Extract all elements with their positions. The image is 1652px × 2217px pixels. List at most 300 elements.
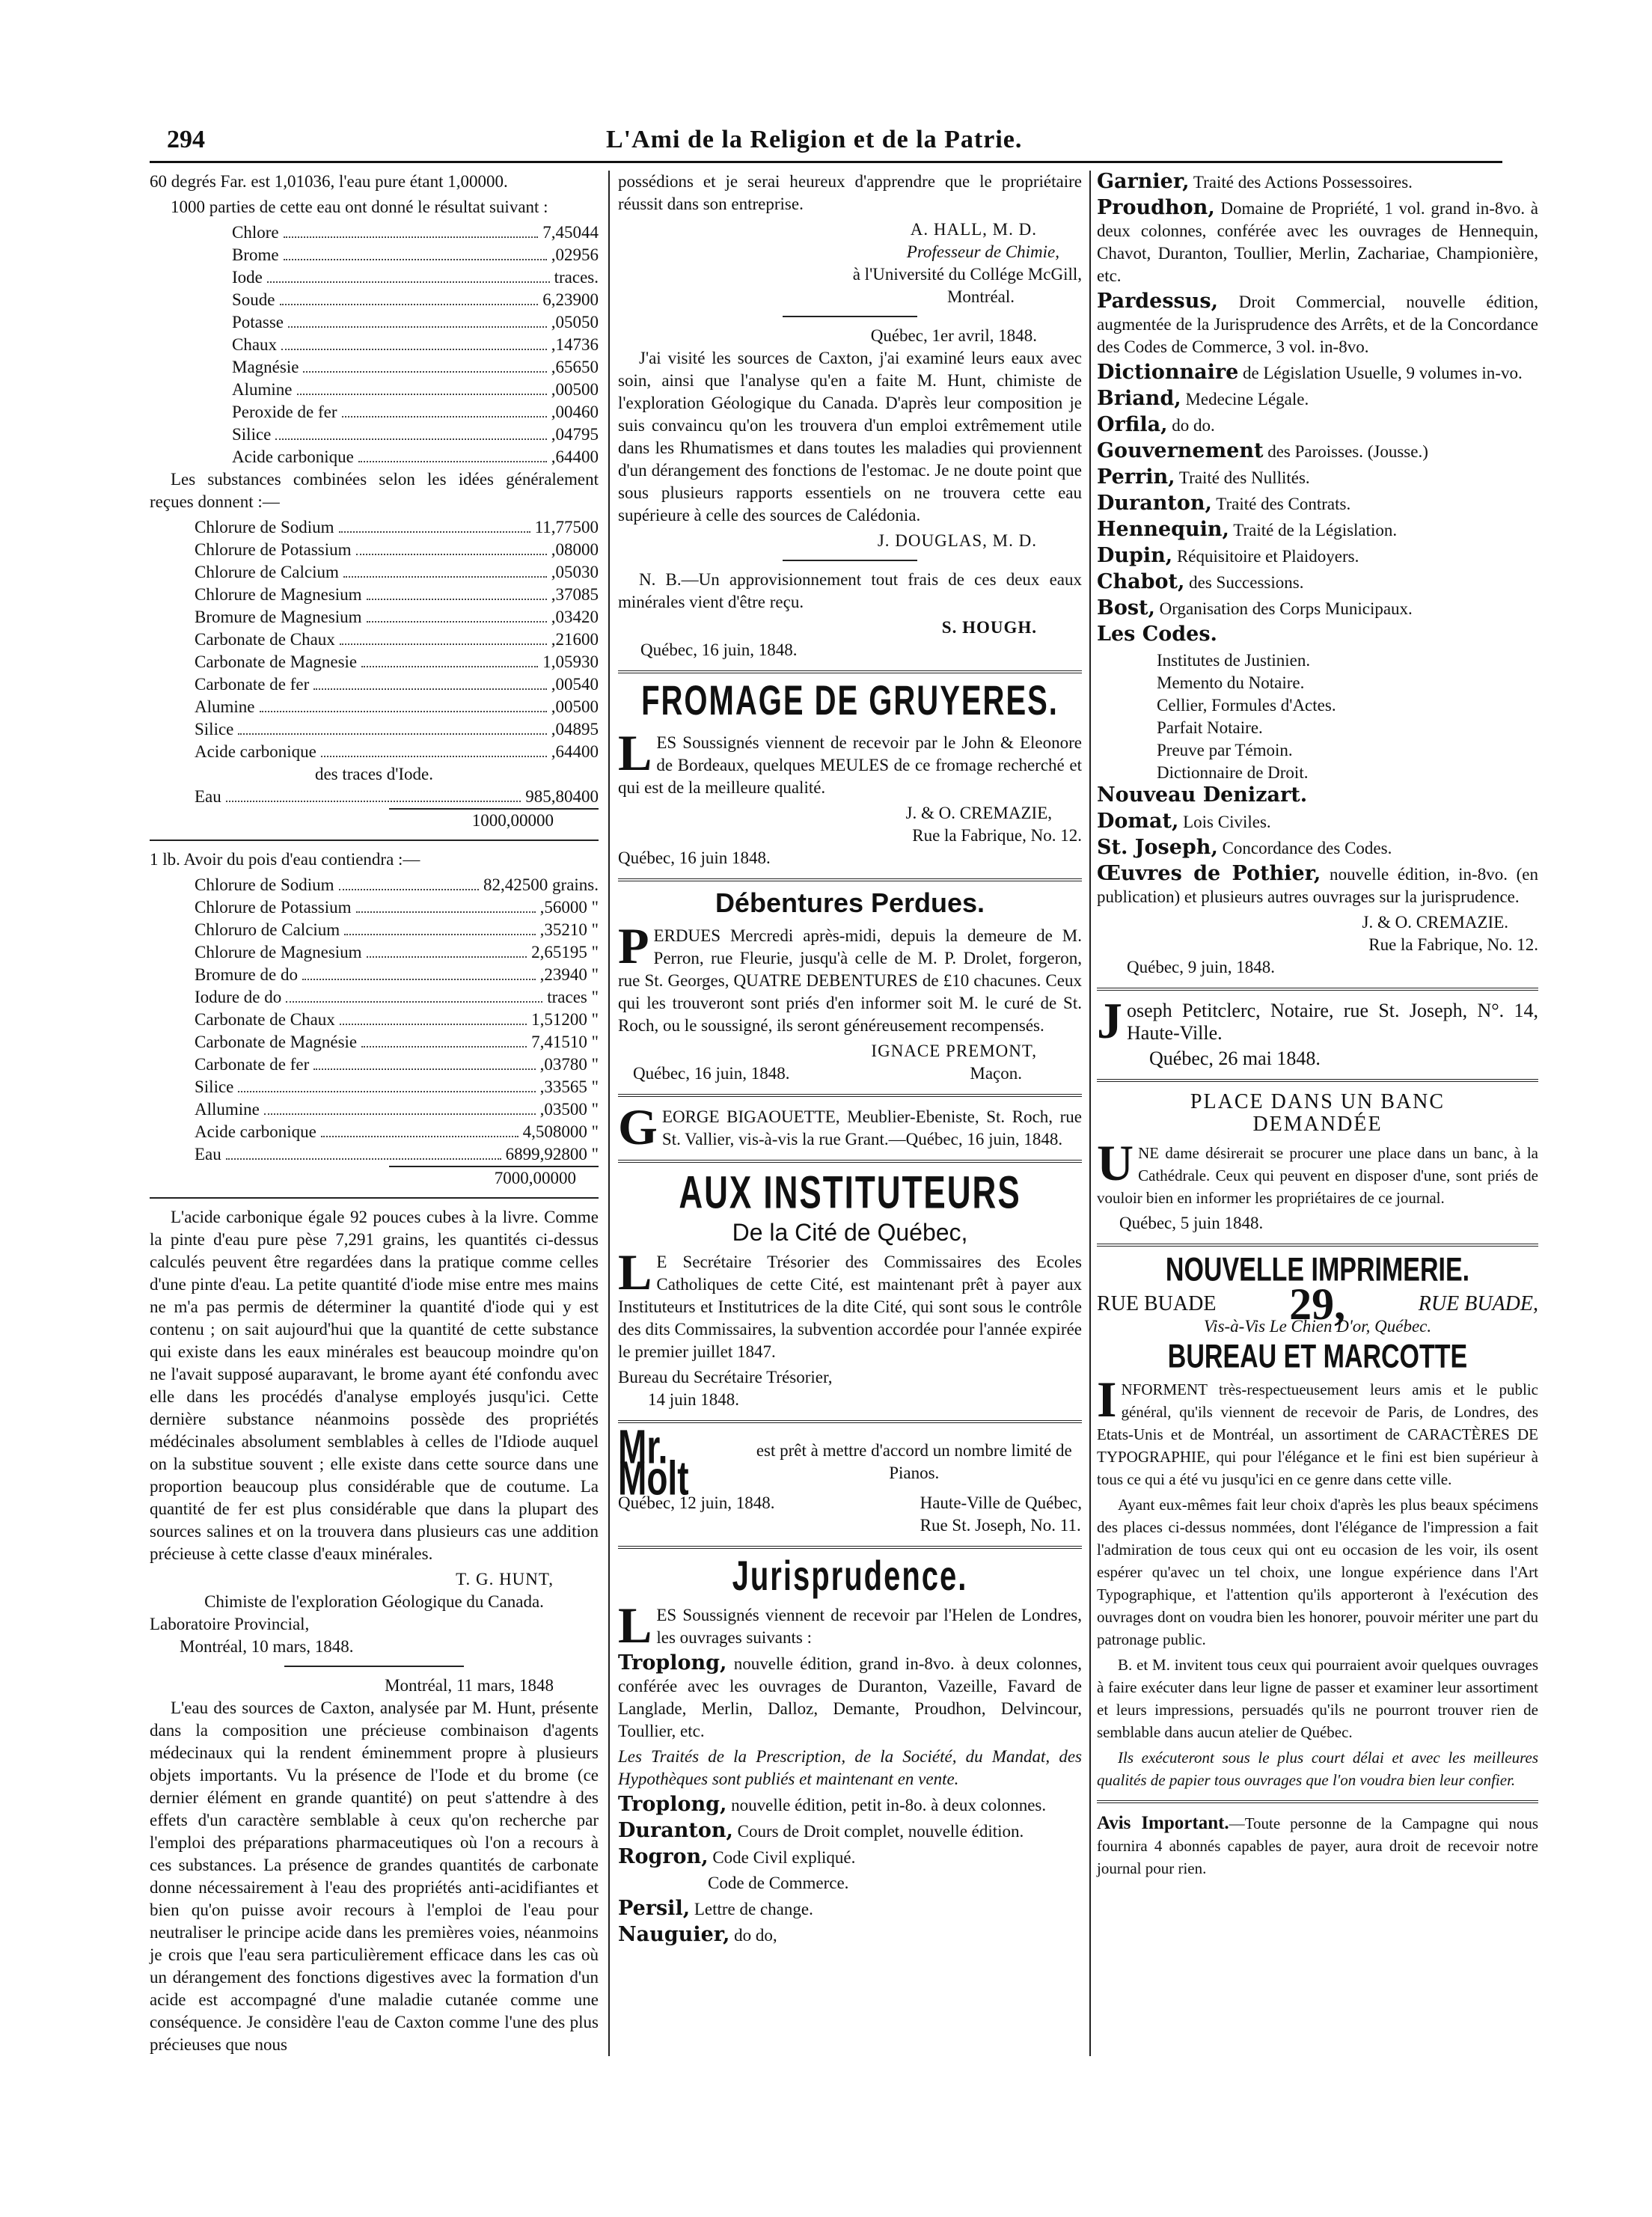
- notice-text: —Toute personne de la Campagne qui nous fournira 4 abonnés capables de payer, aura droit de recevoir notre journal pour rien.: [1097, 1814, 1538, 1877]
- signature-title: Chimiste de l'exploration Géologique du Canada.: [204, 1592, 544, 1611]
- row-value: ,02956: [551, 245, 599, 264]
- row-value: ,37085: [551, 585, 599, 604]
- leader-dots: [321, 741, 547, 757]
- book-entry: [1097, 388, 1538, 411]
- book-entry: [1097, 492, 1538, 516]
- ad-date: Québec, 5 juin 1848.: [1119, 1214, 1264, 1232]
- street-label: RUE BUADE: [1097, 1292, 1217, 1315]
- table-row: [150, 356, 599, 379]
- signature: J. & O. CREMAZIE.: [1362, 913, 1508, 932]
- book-list: [1097, 784, 1538, 908]
- ad-heading: Mr. Molt: [618, 1419, 689, 1505]
- list-item: Institutes de Justinien.: [1157, 651, 1311, 670]
- ad-date: Québec, 12 juin, 1848.: [618, 1493, 775, 1512]
- analysis-table-1: [150, 221, 599, 468]
- ad-address: Rue la Fabrique, No. 12.: [912, 826, 1082, 845]
- row-label: Bromure de do: [195, 965, 298, 984]
- row-value: 2,65195 ": [531, 943, 599, 961]
- table-row: [150, 1076, 599, 1098]
- ad-text: Ayant eux-mêmes fait leur choix d'après les plus beaux spécimens des places ci-dessus nommées, dont l'élégance de l'impression a fait l'admiration de tous ceux qui ont eu occasion de les voir, ils osent espérer qu'avec un tel choix, une longue expérience dans l'Art Typographique, et l'attention qu'ils apporteront à l'exécution des ouvrages dont on voudra bien les honorer, pouvoir mériter une part du patronage public.: [1097, 1496, 1538, 1648]
- page-title: L'Ami de la Religion et de la Patrie.: [606, 126, 1023, 153]
- row-value: ,08000: [551, 540, 599, 559]
- leader-dots: [264, 1098, 536, 1115]
- leader-dots: [361, 1031, 527, 1048]
- row-label: Chlorure de Magnesium: [195, 585, 362, 604]
- row-value: ,00460: [551, 403, 599, 421]
- codes-list: [1097, 649, 1538, 784]
- book-desc: nouvelle édition, grand in-8vo. à deux colonnes, conférée avec les ouvrages de Duranton, Vazeille, Favard de Langlade, Merlin, Dalloz, Demante, Proudhon, Delvincour, Toullier, etc.: [618, 1654, 1083, 1740]
- row-value: ,05030: [551, 563, 599, 581]
- ad-heading: Jurisprudence.: [732, 1553, 968, 1600]
- row-value: 7,45044: [542, 223, 599, 242]
- drop-cap: L: [618, 724, 652, 781]
- leader-dots: [238, 718, 546, 735]
- ad-heading: FROMAGE DE GRUYERES.: [641, 678, 1059, 724]
- row-label: Silice: [195, 1077, 234, 1096]
- leader-dots: [303, 356, 546, 373]
- row-value: 4,508000 ": [522, 1122, 599, 1141]
- row-value: ,33565 ": [539, 1077, 599, 1096]
- row-value: ,21600: [551, 630, 599, 649]
- ad-text: NFORMENT très-respectueusement leurs amis et le public général, qu'ils viennent de recevoir de Paris, de Londres, des Etats-Unis et de Montréal, un assortiment de CARACTÈRES DE TYPOGRAPHIE, qui pour l'élégance et le fini est bien supérieur à tous ce qui a été vu jusqu'ici en ce genre dans cette ville.: [1097, 1380, 1538, 1488]
- table-row: [150, 696, 599, 718]
- row-label: Chaux: [232, 335, 278, 354]
- table-row: [150, 964, 599, 986]
- article-paragraph: L'eau des sources de Caxton, analysée par M. Hunt, présente dans la composition une précieuse combinaison d'agents médecinaux qui la rendent éminemment propre à plusieurs objets importants. Vu la présence de l'Iode et du brome (ce dernier élément en grande quantité) on peut s'attendre à des effets d'un caractère semblable à ceux qu'on recherche par l'emploi des préparations pharmaceutiques où l'on a recours à ces substances. La présence de grandes quantités de carbonate donne nécessairement à l'eau des propriétés anti-acidifiantes et bien qu'on puisse avoir recours à l'emploi de l'eau pour neutraliser le principe acide dans les premières voies, néanmoins je crois que l'eau sera particulièrement efficace dans les cas où un dérangement des fonctions digestives avec la formation d'un acide est accompagné d'une maladie cutanée comme une conséquence. Je considère l'eau de Caxton comme l'une des plus précieuses que nous: [150, 1698, 599, 2054]
- leader-dots: [358, 446, 547, 462]
- row-label: Carbonate de Magnesie: [195, 652, 358, 671]
- table-row: [150, 1121, 599, 1143]
- row-value: ,64400: [551, 742, 599, 761]
- book-note: Les Traités de la Prescription, de la Société, du Mandat, des Hypothèques sont publiés et maintenant en vente.: [618, 1747, 1082, 1788]
- table-row: [150, 516, 599, 539]
- table-row: [150, 1143, 599, 1166]
- book-desc: Traité des Nullités.: [1178, 468, 1310, 487]
- leader-dots: [321, 1121, 518, 1137]
- table-row: [150, 651, 599, 673]
- table-total: 7000,00000: [389, 1166, 599, 1190]
- book-desc: Réquisitoire et Plaidoyers.: [1176, 547, 1359, 566]
- row-label: Carbonate de Chaux: [195, 630, 335, 649]
- leader-dots: [288, 311, 547, 328]
- book-author: Persil,: [618, 1897, 691, 1920]
- table-row: [150, 629, 599, 651]
- drop-cap: L: [618, 1597, 652, 1654]
- row-label: Eau: [195, 787, 221, 806]
- ad-address: Haute-Ville de Québec,: [920, 1493, 1082, 1512]
- row-value: ,03780 ": [539, 1055, 599, 1074]
- list-item: Cellier, Formules d'Actes.: [1157, 696, 1336, 715]
- book-desc: Traité de la Législation.: [1233, 521, 1398, 539]
- book-entry: [1097, 837, 1538, 860]
- ad-text: E Secrétaire Trésorier des Commissaires des Ecoles Catholiques de cette Cité, est maintenant prêt à payer aux Instituteurs et Institutrices de la dite Cité, qui sont sous le contrôle des dits Commissaires, la subvention accordée pour l'année expirée le premier juillet 1847.: [618, 1253, 1082, 1361]
- row-value: 11,77500: [534, 518, 599, 536]
- book-author: Duranton,: [618, 1819, 733, 1842]
- signature-title: à l'Université du Collége McGill,: [852, 265, 1082, 284]
- leader-dots: [340, 629, 547, 645]
- book-entry: [1097, 810, 1538, 834]
- table-row: [150, 786, 599, 808]
- table-row: [150, 446, 599, 468]
- book-desc: des Successions.: [1189, 573, 1304, 592]
- analysis-intro: Les substances combinées selon les idées généralement reçues donnent :—: [150, 470, 599, 511]
- row-label: Chlorure de Sodium: [195, 875, 334, 894]
- leader-dots: [284, 244, 547, 260]
- list-item: Memento du Notaire.: [1157, 673, 1305, 692]
- book-entry: [1097, 171, 1538, 194]
- drop-cap: P: [618, 917, 649, 974]
- column-separator: [1089, 171, 1091, 2056]
- row-label: Eau: [195, 1145, 221, 1163]
- signature: S. HOUGH.: [941, 618, 1037, 637]
- book-desc: des Paroisses. (Jousse.): [1267, 442, 1428, 461]
- lab-location: Laboratoire Provincial,: [150, 1615, 310, 1633]
- signature: J. DOUGLAS, M. D.: [877, 531, 1037, 550]
- book-desc: do do,: [734, 1926, 777, 1945]
- book-author: Troplong,: [618, 1793, 727, 1816]
- leader-dots: [356, 539, 547, 555]
- leader-dots: [340, 1009, 527, 1025]
- book-desc: Lettre de change.: [694, 1900, 813, 1918]
- book-entry: [1097, 414, 1538, 437]
- ad-text: NE dame désirerait se procurer une place dans un banc, à la Cathédrale. Ceux qui peuvent en disposer d'une, sont priés de vouloir bien en informer les propriétaires de ce journal.: [1097, 1144, 1538, 1207]
- book-desc: Code de Commerce.: [708, 1874, 849, 1892]
- book-desc: nouvelle édition, petit in-8o. à deux colonnes.: [731, 1796, 1047, 1814]
- table-row: [150, 1098, 599, 1121]
- row-label: Acide carbonique: [232, 447, 354, 466]
- row-value: ,00500: [551, 380, 599, 399]
- book-desc: Medecine Légale.: [1185, 390, 1309, 409]
- row-label: Potasse: [232, 313, 284, 331]
- leader-dots: [361, 651, 538, 667]
- book-desc: Droit Commercial, nouvelle édition, augmentée de la Jurisprudence des Arrêts, et de la Concordance des Codes de Commerce, 3 vol. in-8vo.: [1097, 293, 1538, 356]
- row-value: 1,05930: [542, 652, 599, 671]
- row-value: ,23940 ": [539, 965, 599, 984]
- row-label: Peroxide de fer: [232, 403, 337, 421]
- book-desc: Lois Civiles.: [1183, 813, 1271, 831]
- row-label: Bromure de Magnesium: [195, 608, 362, 626]
- book-author: Nouveau Denizart.: [1097, 783, 1308, 807]
- row-label: Carbonate de Chaux: [195, 1010, 335, 1029]
- row-label: Alumine: [232, 380, 293, 399]
- ad-text: ES Soussignés viennent de recevoir par l'Helen de Londres, les ouvrages suivants :: [656, 1606, 1082, 1647]
- drop-cap: G: [618, 1098, 658, 1155]
- row-label: Chlorure de Potassium: [195, 540, 352, 559]
- article-paragraph: J'ai visité les sources de Caxton, j'ai examiné leurs eaux avec soin, ainsi que l'analyse qu'en a faite M. Hunt, chimiste de l'exploration Géologique du Canada. D'après leur composition je suis convaincu qu'on les trouvera d'un emploi extrêmement utile dans les Rhumatismes et dans toutes les maladies qui proviennent d'un dérangement des fonctions de l'estomac. Je ne doute point que sous plusieurs rapports essentiels on ne trouvera cette eau supérieure à celle des sources de Calédonia.: [618, 349, 1082, 525]
- row-value: ,03420: [551, 608, 599, 626]
- book-desc: Cours de Droit complet, nouvelle édition.: [737, 1822, 1024, 1841]
- book-author: Duranton,: [1097, 492, 1212, 515]
- book-desc: Traité des Contrats.: [1216, 495, 1351, 513]
- book-desc: Organisation des Corps Municipaux.: [1159, 599, 1413, 618]
- list-item: Preuve par Témoin.: [1157, 741, 1293, 759]
- row-value: ,03500 ": [539, 1100, 599, 1119]
- table-row: [150, 584, 599, 606]
- ad-text: est prêt à mettre d'accord un nombre limité de Pianos.: [756, 1441, 1072, 1482]
- row-label: Carbonate de fer: [195, 675, 310, 694]
- row-label: Chlorure de Magnesium: [195, 943, 362, 961]
- book-author: Nauguier,: [618, 1923, 730, 1946]
- table-row: [150, 673, 599, 696]
- book-desc: nouvelle édition, in-8vo. (en publication) et plusieurs autres ouvrages sur la jurisprudence.: [1097, 865, 1539, 906]
- ad-date: Québec, 16 juin, 1848.: [633, 1064, 790, 1083]
- book-author: Gouvernement: [1097, 439, 1264, 462]
- ad-text: oseph Petitclerc, Notaire, rue St. Joseph, N°. 14, Haute-Ville.: [1127, 1000, 1538, 1044]
- table-row: [150, 1054, 599, 1076]
- table-row: [150, 423, 599, 446]
- signature: A. HALL, M. D.: [910, 220, 1037, 239]
- row-label: Brome: [232, 245, 279, 264]
- row-value: ,35210 ": [539, 920, 599, 939]
- table-row: [150, 266, 599, 289]
- book-desc: de Législation Usuelle, 9 volumes in-vo.: [1243, 364, 1523, 382]
- column-3: [1097, 171, 1538, 1883]
- row-label: Chloruro de Calcium: [195, 920, 340, 939]
- row-value: ,14736: [551, 335, 599, 354]
- book-desc: Traité des Actions Possessoires.: [1193, 173, 1413, 192]
- row-value: 7,41510 ": [531, 1033, 599, 1051]
- ad-text: B. et M. invitent tous ceux qui pourraient avoir quelques ouvrages à faire exécuter dans leur ligne de passer et examiner leur assortiment et leurs impressions, persuadés qu'ils ne pourront trouver rien de semblable dans aucun atelier de Québec.: [1097, 1656, 1538, 1741]
- article-paragraph: L'acide carbonique égale 92 pouces cubes à la livre. Comme la pinte d'eau pure pèse 7,291 grains, les quantités ci-dessus calculés peuvent être regardées dans la pratique comme celles d'une pinte d'eau. La petite quantité d'iode mise entre mes mains ne m'a pas permis de déterminer la quantité d'iode qui y est contenu ; on sait aujourd'hui que la quantité de cette substance qui existe dans les eaux minérales est beaucoup moindre qu'on ne l'avait supposé auparavant, le brome ayant été confondu avec elle dans les procédés d'analyse employés jusqu'ici. Cette dernière substance néanmoins possède des propriétés médécinales absolument semblables à celles de l'Idiode auquel on la substitue souvent ; elle existe dans cette source dans une proportion beaucoup plus considérable que de coutume. La quantité de fer est plus considérable que dans la plupart des sources salines et on la trouvera dans plusieurs cas une addition précieuse à cette classe d'eaux minérales.: [150, 1208, 599, 1563]
- book-desc: do do.: [1172, 416, 1215, 435]
- table-row: [150, 874, 599, 896]
- leader-dots: [260, 696, 547, 712]
- book-author: Garnier,: [1097, 170, 1190, 193]
- signature-title: Professeur de Chimie,: [906, 242, 1059, 261]
- table-row: [150, 379, 599, 401]
- row-label: Iode: [232, 268, 263, 287]
- leader-dots: [313, 673, 546, 690]
- book-author: Rogron,: [618, 1845, 709, 1868]
- book-entry: [1097, 197, 1538, 287]
- row-value: ,64400: [551, 447, 599, 466]
- row-value: traces.: [554, 268, 599, 287]
- leader-dots: [343, 561, 547, 578]
- row-label: Chlore: [232, 223, 279, 242]
- row-value: ,65650: [551, 358, 599, 376]
- row-label: Chlorure de Potassium: [195, 898, 352, 917]
- list-item: Parfait Notaire.: [1157, 718, 1263, 737]
- article-date: Québec, 1er avril, 1848.: [870, 326, 1037, 345]
- row-label: Soude: [232, 290, 275, 309]
- book-desc: Code Civil expliqué.: [712, 1848, 856, 1867]
- row-label: Allumine: [195, 1100, 260, 1119]
- table-row: [150, 896, 599, 919]
- notice-title: Avis Important.: [1097, 1813, 1229, 1833]
- table-row: [150, 941, 599, 964]
- row-label: Chlorure de Sodium: [195, 518, 334, 536]
- row-label: Magnésie: [232, 358, 299, 376]
- article-paragraph: possédions et je serai heureux d'apprendre que le propriétaire réussit dans son entreprise.: [618, 172, 1082, 213]
- table-row: [150, 1009, 599, 1031]
- row-label: Carbonate de fer: [195, 1055, 310, 1074]
- leader-dots: [342, 401, 547, 418]
- book-author: St. Joseph,: [1097, 836, 1218, 859]
- ad-text: ERDUES Mercredi après-midi, depuis la demeure de M. Perron, rue Fleurie, jusqu'à celle de M. P. Drolet, forgeron, rue St. Georges, QUATRE DEBENTURES de £10 chacunes. Ceux qui les trouveront sont priés d'en informer soit M. le curé de St. Roch, ou le soussigné, ils seront généreusement recompensés.: [618, 926, 1082, 1035]
- row-value: ,04795: [551, 425, 599, 444]
- ad-text: Ils exécuteront sous le plus court délai et avec les meilleures qualités de papier tous ouvrages que l'on voudra bien leur confier.: [1097, 1749, 1538, 1789]
- book-entry: [1097, 290, 1538, 358]
- ad-trade: Maçon.: [970, 1064, 1022, 1083]
- book-author: Hennequin,: [1097, 518, 1229, 541]
- book-entry: [1097, 784, 1538, 807]
- leader-dots: [238, 1076, 535, 1092]
- ad-address: Vis-à-Vis Le Chien D'or, Québec.: [1203, 1317, 1432, 1336]
- ad-date: Québec, 16 juin 1848.: [618, 848, 771, 867]
- table-row: [150, 334, 599, 356]
- leader-dots: [313, 1054, 535, 1070]
- ad-subheading: DEMANDÉE: [1252, 1113, 1383, 1136]
- table-row: [150, 718, 599, 741]
- ad-bureau: Bureau du Secrétaire Trésorier,: [618, 1368, 833, 1386]
- leader-dots: [267, 266, 550, 283]
- row-value: 6,23900: [542, 290, 599, 309]
- row-label: Acide carbonique: [195, 1122, 316, 1141]
- signature: T. G. HUNT,: [456, 1570, 554, 1588]
- ad-heading: Débentures Perdues.: [715, 887, 985, 918]
- leader-dots: [339, 874, 479, 890]
- book-author: Les Codes.: [1097, 623, 1217, 646]
- book-author: Dictionnaire: [1097, 361, 1239, 384]
- drop-cap: U: [1097, 1134, 1134, 1191]
- row-value: traces ": [547, 988, 599, 1006]
- leader-dots: [284, 221, 539, 238]
- analysis-intro: 1 lb. Avoir du pois d'eau contiendra :—: [150, 850, 420, 869]
- book-desc: Domaine de Propriété, 1 vol. grand in-8vo. à deux colonnes, conférée avec les ouvrages de Hennequin, Chavot, Duranton, Toullier, Merlin, Zachariae, Championière, etc.: [1097, 199, 1539, 285]
- list-item: Dictionnaire de Droit.: [1157, 763, 1309, 782]
- ad-subheading: De la Cité de Québec,: [732, 1219, 968, 1246]
- table-row: [150, 561, 599, 584]
- book-author: Œuvres de Pothier,: [1097, 862, 1321, 885]
- column-2: [618, 171, 1082, 1950]
- leader-dots: [286, 986, 542, 1003]
- trace-note: des traces d'Iode.: [314, 765, 434, 783]
- book-entry: [1097, 545, 1538, 568]
- street-number: 29,: [1289, 1279, 1346, 1329]
- leader-dots: [275, 423, 546, 440]
- row-label: Chlorure de Calcium: [195, 563, 339, 581]
- leader-dots: [367, 606, 547, 623]
- table-row: [150, 311, 599, 334]
- leader-dots: [281, 334, 547, 350]
- leader-dots: [226, 1143, 501, 1160]
- signature-title: Montréal.: [946, 287, 1015, 306]
- book-entry: [1097, 519, 1538, 542]
- book-entry: [1097, 361, 1538, 385]
- book-entry: [1097, 466, 1538, 489]
- table-row: [150, 986, 599, 1009]
- book-author: Orfila,: [1097, 413, 1168, 436]
- book-desc: Concordance des Codes.: [1222, 839, 1392, 857]
- row-value: ,00540: [551, 675, 599, 694]
- row-value: ,56000 ": [539, 898, 599, 917]
- book-entry: [1097, 623, 1538, 646]
- row-label: Alumine: [195, 697, 255, 716]
- row-label: Acide carbonique: [195, 742, 316, 761]
- row-value: 985,80400: [525, 787, 599, 806]
- article-paragraph: N. B.—Un approvisionnement tout frais de ces deux eaux minérales vient d'être reçu.: [618, 570, 1082, 611]
- article-date: Québec, 16 juin, 1848.: [640, 640, 798, 659]
- row-value: 1,51200 ": [531, 1010, 599, 1029]
- row-label: Silice: [232, 425, 272, 444]
- ad-heading: NOUVELLE IMPRIMERIE.: [1165, 1251, 1470, 1288]
- analysis-intro: 60 degrés Far. est 1,01036, l'eau pure étant 1,00000.: [150, 172, 508, 191]
- table-total: 1000,00000: [389, 808, 599, 832]
- analysis-intro: 1000 parties de cette eau ont donné le résultat suivant :: [171, 198, 548, 216]
- leader-dots: [367, 584, 547, 600]
- leader-dots: [302, 964, 536, 980]
- drop-cap: L: [618, 1244, 652, 1300]
- table-row: [150, 244, 599, 266]
- ad-date: Québec, 26 mai 1848.: [1149, 1048, 1321, 1069]
- table-row: [150, 221, 599, 244]
- row-value: ,04895: [551, 720, 599, 739]
- ad-date: 14 juin 1848.: [648, 1390, 740, 1409]
- analysis-table-2: [150, 516, 599, 763]
- table-row: [150, 289, 599, 311]
- row-value: 6899,92800 ": [505, 1145, 599, 1163]
- row-label: Iodure de do: [195, 988, 282, 1006]
- ad-heading: AUX INSTITUTEURS: [679, 1167, 1021, 1219]
- ad-heading: PLACE DANS UN BANC: [1190, 1090, 1446, 1113]
- table-row: [150, 539, 599, 561]
- book-author: Proudhon,: [1097, 196, 1215, 219]
- column-1: [150, 171, 599, 2059]
- analysis-table-3: [150, 874, 599, 1166]
- book-entry: [1097, 597, 1538, 620]
- book-author: Troplong,: [618, 1651, 727, 1675]
- ad-text: ES Soussignés viennent de recevoir par le John & Eleonore de Bordeaux, quelques MEULES de ce fromage recherché et qui est de la meilleure qualité.: [618, 733, 1082, 797]
- row-value: ,05050: [551, 313, 599, 331]
- book-author: Domat,: [1097, 810, 1179, 833]
- drop-cap: I: [1097, 1371, 1117, 1428]
- book-author: Pardessus,: [1097, 290, 1218, 313]
- book-author: Perrin,: [1097, 465, 1175, 489]
- book-entry: [1097, 571, 1538, 594]
- book-entry: [1097, 863, 1538, 908]
- leader-dots: [344, 919, 535, 935]
- ad-date: Québec, 9 juin, 1848.: [1127, 958, 1276, 976]
- leader-dots: [280, 289, 539, 305]
- signature: IGNACE PREMONT,: [871, 1042, 1037, 1060]
- article-date: Montréal, 11 mars, 1848: [385, 1676, 554, 1695]
- ad-address: Rue la Fabrique, No. 12.: [1368, 935, 1538, 954]
- book-author: Dupin,: [1097, 544, 1173, 567]
- row-label: Silice: [195, 720, 234, 739]
- table-row: [150, 919, 599, 941]
- leader-dots: [339, 516, 530, 533]
- signature: J. & O. CREMAZIE,: [905, 804, 1052, 822]
- ad-text: EORGE BIGAOUETTE, Meublier-Ebeniste, St. Roch, rue St. Vallier, vis-à-vis la rue Grant.—Québec, 16 juin, 1848.: [661, 1107, 1082, 1149]
- drop-cap: J: [1097, 992, 1122, 1049]
- leader-dots: [297, 379, 547, 395]
- header-rule: [150, 161, 1502, 163]
- page-number: 294: [167, 126, 205, 153]
- leader-dots: [367, 941, 527, 958]
- leader-dots: [356, 896, 536, 913]
- row-value: ,00500: [551, 697, 599, 716]
- lab-date: Montréal, 10 mars, 1848.: [180, 1637, 354, 1656]
- table-row: [150, 741, 599, 763]
- table-row: [150, 606, 599, 629]
- book-author: Chabot,: [1097, 570, 1185, 593]
- book-author: Bost,: [1097, 596, 1155, 620]
- row-value: 82,42500 grains.: [483, 875, 599, 894]
- ad-subheading: BUREAU ET MARCOTTE: [1167, 1338, 1468, 1375]
- table-row: [150, 1031, 599, 1054]
- book-list: [1097, 171, 1538, 646]
- street-label: RUE BUADE,: [1418, 1292, 1538, 1315]
